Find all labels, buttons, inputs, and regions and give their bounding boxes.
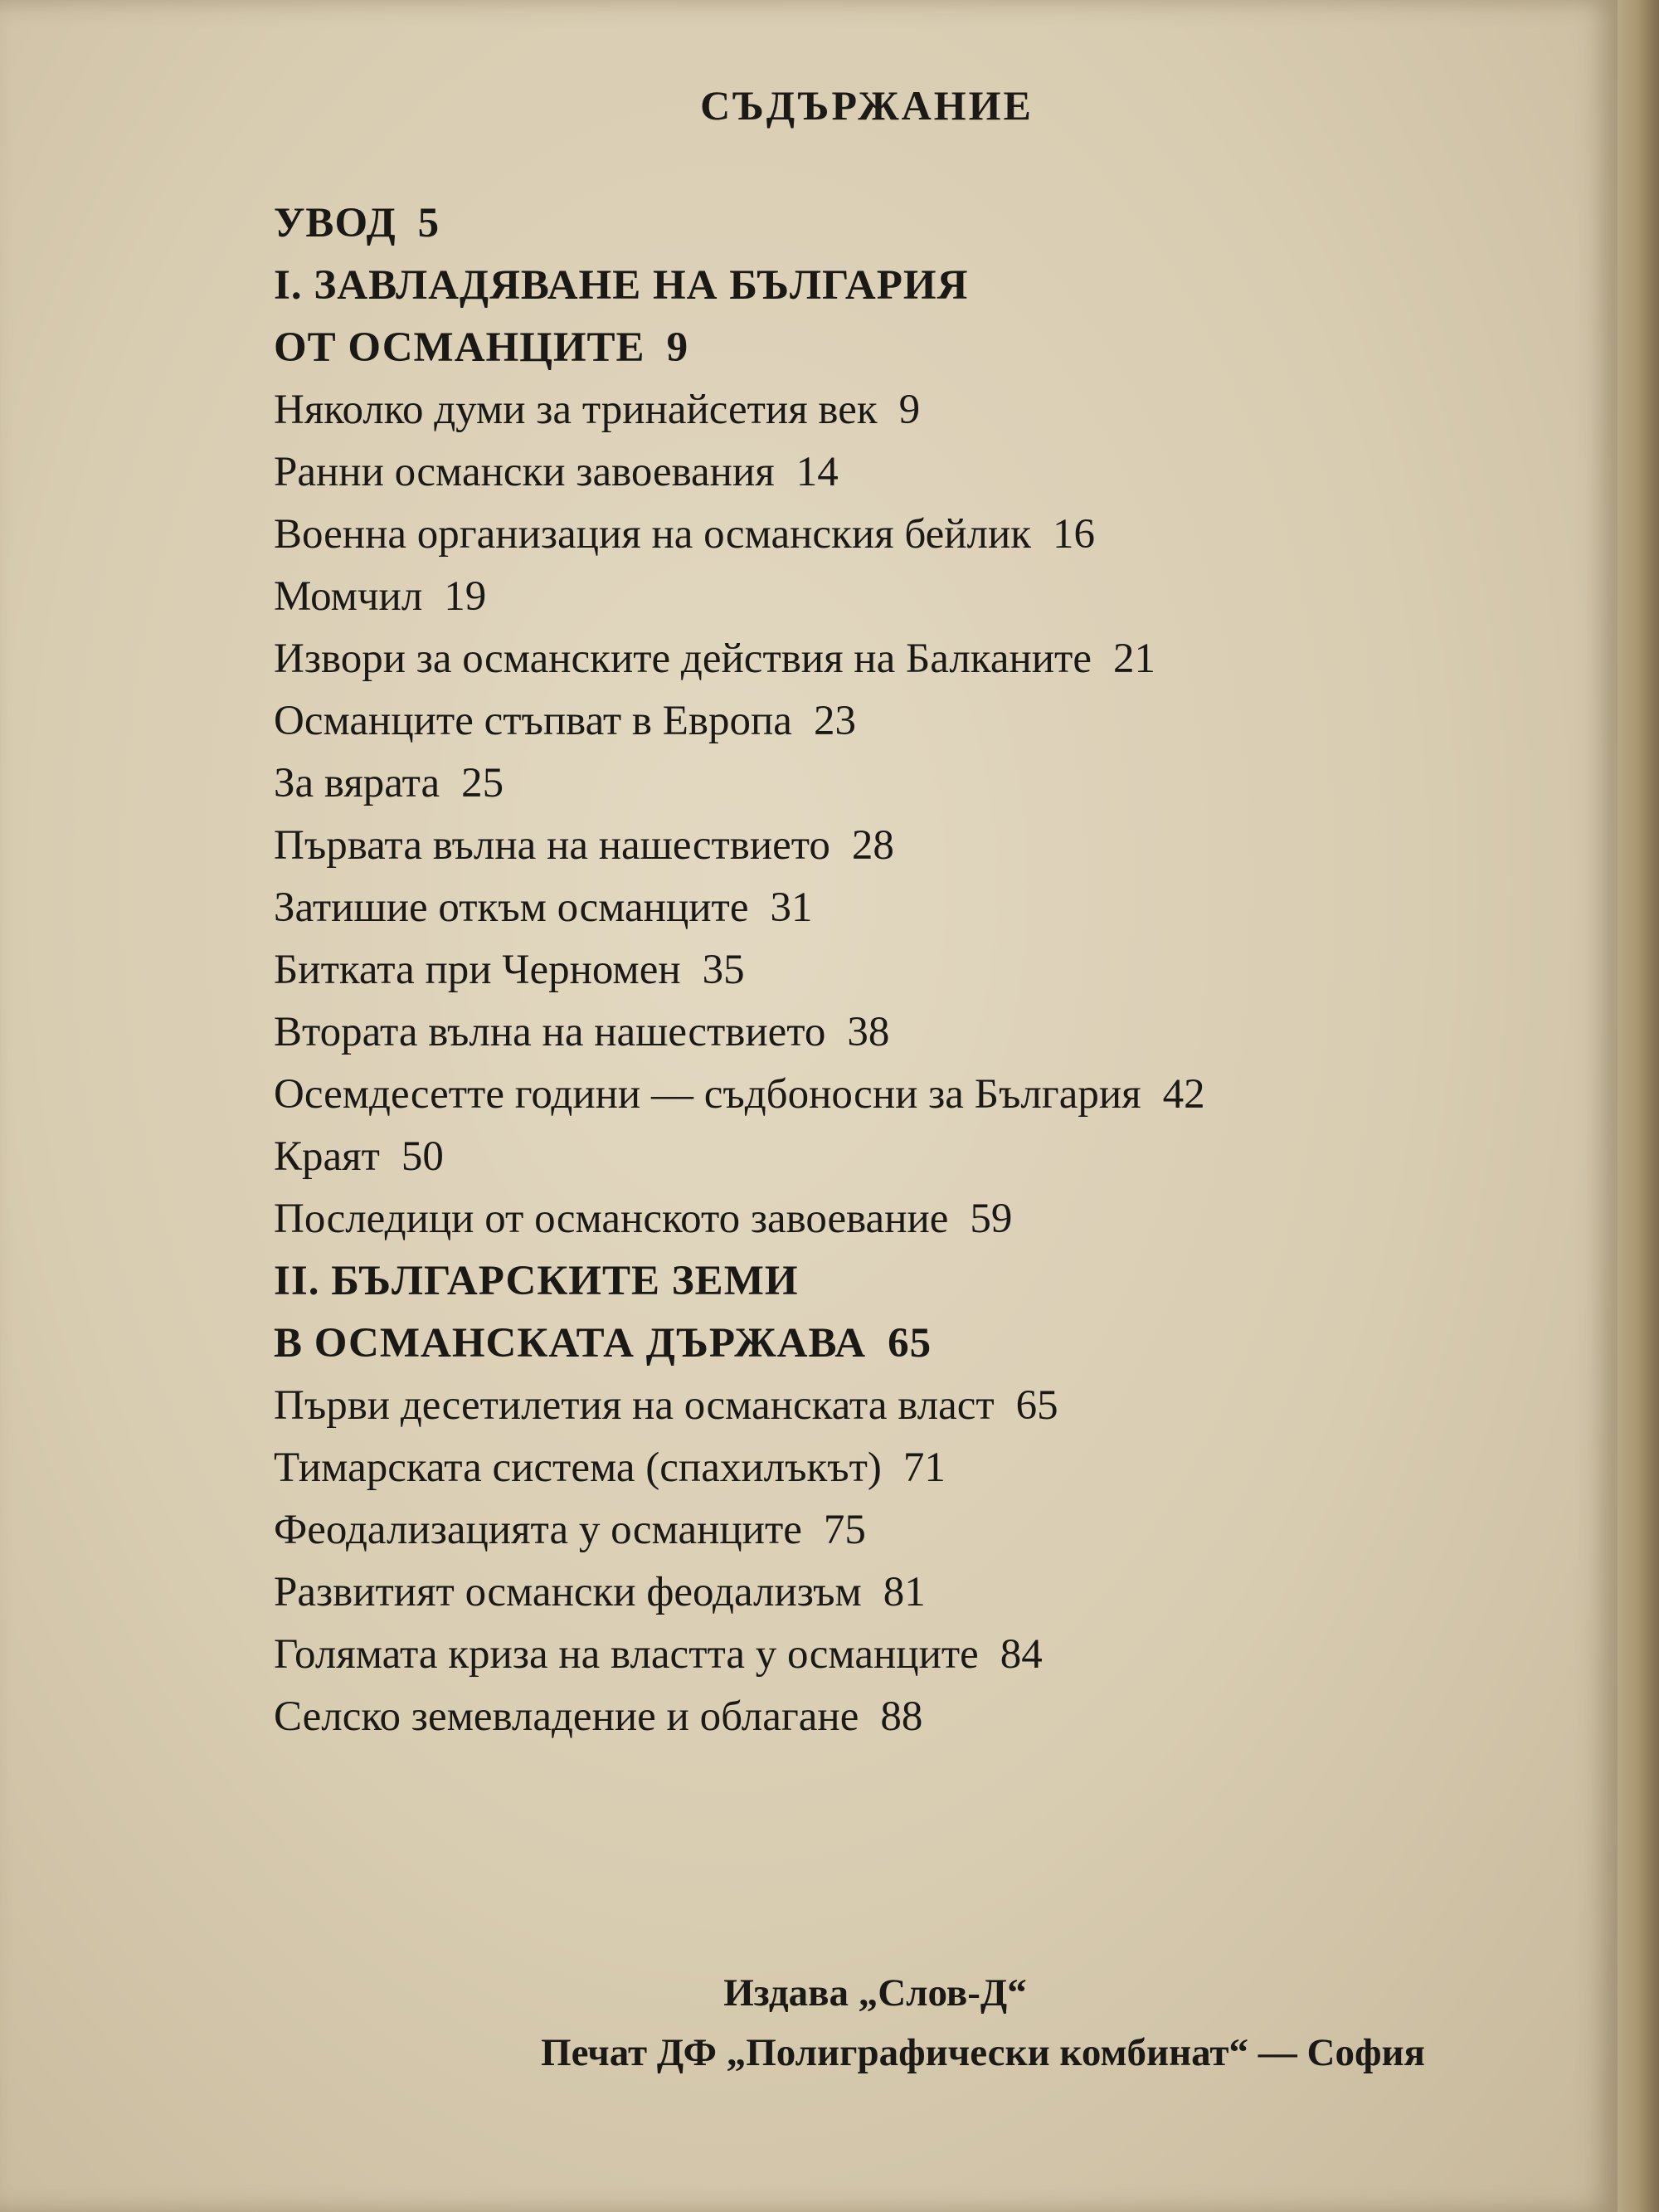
toc-entry-title: Няколко думи за тринайсетия век [274, 387, 878, 433]
toc-entry-page-number: 19 [444, 573, 487, 620]
toc-entry-title: Селско земевладение и облагане [274, 1693, 859, 1740]
toc-entry-page-number: 75 [823, 1507, 866, 1553]
toc-entry-title: Голямата криза на властта у османците [274, 1631, 979, 1678]
toc-entry [274, 1437, 1535, 1499]
toc-entry-title: Затишие откъм османците [274, 884, 749, 931]
toc-entry-page-number: 16 [1053, 511, 1096, 558]
toc-entry-page-number: 84 [1000, 1631, 1043, 1678]
toc-entry-title: Тимарската система (спахилъкът) [274, 1445, 882, 1491]
toc-entry [274, 1624, 1535, 1686]
toc-entry-page-number: 14 [795, 449, 839, 495]
toc-entry [274, 815, 1535, 877]
toc-entry-title: Втората вълна на нашествието [274, 1009, 826, 1055]
toc-entry-title: Османците стъпват в Европа [274, 698, 792, 744]
toc-entry [274, 379, 1535, 441]
toc-entry-title: Извори за османските действия на Балканите [274, 636, 1092, 682]
toc-entry-page-number: 9 [898, 387, 921, 433]
toc-entry-title: Битката при Черномен [274, 947, 681, 993]
printer-line: Печат ДФ „Полиграфически комбинат“ — София [541, 2031, 1425, 2074]
toc-entry-title: II. БЪЛГАРСКИТЕ ЗЕМИ [274, 1258, 799, 1304]
toc-part-heading [274, 1250, 1535, 1313]
toc-entry-page-number: 42 [1162, 1071, 1205, 1118]
toc-entry-title: Феодализацията у османците [274, 1507, 802, 1553]
toc-entry-title: Момчил [274, 573, 423, 620]
toc-entry-title: Военна организация на османския бейлик [274, 511, 1032, 558]
toc-entry-page-number: 81 [883, 1569, 926, 1615]
toc-entry [274, 690, 1535, 753]
publisher-line: Издава „Слов-Д“ [723, 1971, 1027, 2015]
toc-entry-title: Първата вълна на нашествието [274, 822, 830, 869]
toc-entry [274, 441, 1535, 504]
toc-entry [274, 628, 1535, 690]
toc-entry-title: ОТ ОСМАНЦИТЕ [274, 324, 645, 371]
toc-entry-title: Последици от османското завоевание [274, 1196, 949, 1242]
toc-entry-title: За вярата [274, 760, 440, 806]
toc-entry-page-number: 88 [880, 1693, 923, 1740]
toc-entry [274, 1001, 1535, 1064]
toc-entry-title: Ранни османски завоевания [274, 449, 775, 495]
page-edge [1618, 0, 1659, 2212]
toc-entry-page-number: 50 [401, 1133, 444, 1180]
toc-entry-title: В ОСМАНСКАТА ДЪРЖАВА [274, 1320, 867, 1367]
table-of-contents [274, 192, 1535, 1748]
toc-entry [274, 504, 1535, 566]
toc-part-heading [274, 317, 1535, 379]
toc-entry-page-number: 65 [1015, 1382, 1058, 1429]
toc-entry-page-number: 9 [666, 324, 689, 371]
toc-entry [274, 1686, 1535, 1748]
toc-entry-title: УВОД [274, 200, 397, 246]
toc-entry [274, 1375, 1535, 1437]
toc-part-heading [274, 255, 1535, 317]
toc-entry-page-number: 28 [851, 822, 894, 869]
imprint [0, 1963, 1659, 2083]
toc-entry [274, 1562, 1535, 1624]
toc-entry [274, 877, 1535, 939]
toc-entry-title: Първи десетилетия на османската власт [274, 1382, 995, 1429]
toc-entry [274, 1064, 1535, 1126]
toc-entry [274, 566, 1535, 628]
toc-entry-page-number: 23 [813, 698, 856, 744]
toc-entry-page-number: 59 [970, 1196, 1013, 1242]
page-title: СЪДЪРЖАНИЕ [700, 82, 1034, 129]
toc-entry-page-number: 31 [770, 884, 813, 931]
toc-entry [274, 1188, 1535, 1250]
toc-entry-page-number: 5 [417, 200, 440, 246]
toc-entry-title: Краят [274, 1133, 380, 1180]
toc-entry-page-number: 25 [461, 760, 504, 806]
toc-entry-page-number: 38 [847, 1009, 890, 1055]
toc-entry [274, 1499, 1535, 1562]
toc-part-heading [274, 1313, 1535, 1375]
toc-entry-page-number: 65 [888, 1320, 932, 1367]
toc-entry-page-number: 21 [1112, 636, 1155, 682]
toc-entry [274, 1126, 1535, 1188]
toc-entry-page-number: 71 [902, 1445, 946, 1491]
toc-entry-title: I. ЗАВЛАДЯВАНЕ НА БЪЛГАРИЯ [274, 262, 969, 309]
toc-entry-title: Развитият османски феодализъм [274, 1569, 862, 1615]
toc-entry-page-number: 35 [702, 947, 745, 993]
toc-entry [274, 939, 1535, 1001]
toc-entry [274, 753, 1535, 815]
toc-entry-title: Осемдесетте години — съдбоносни за България [274, 1071, 1141, 1118]
toc-part-heading [274, 192, 1535, 255]
